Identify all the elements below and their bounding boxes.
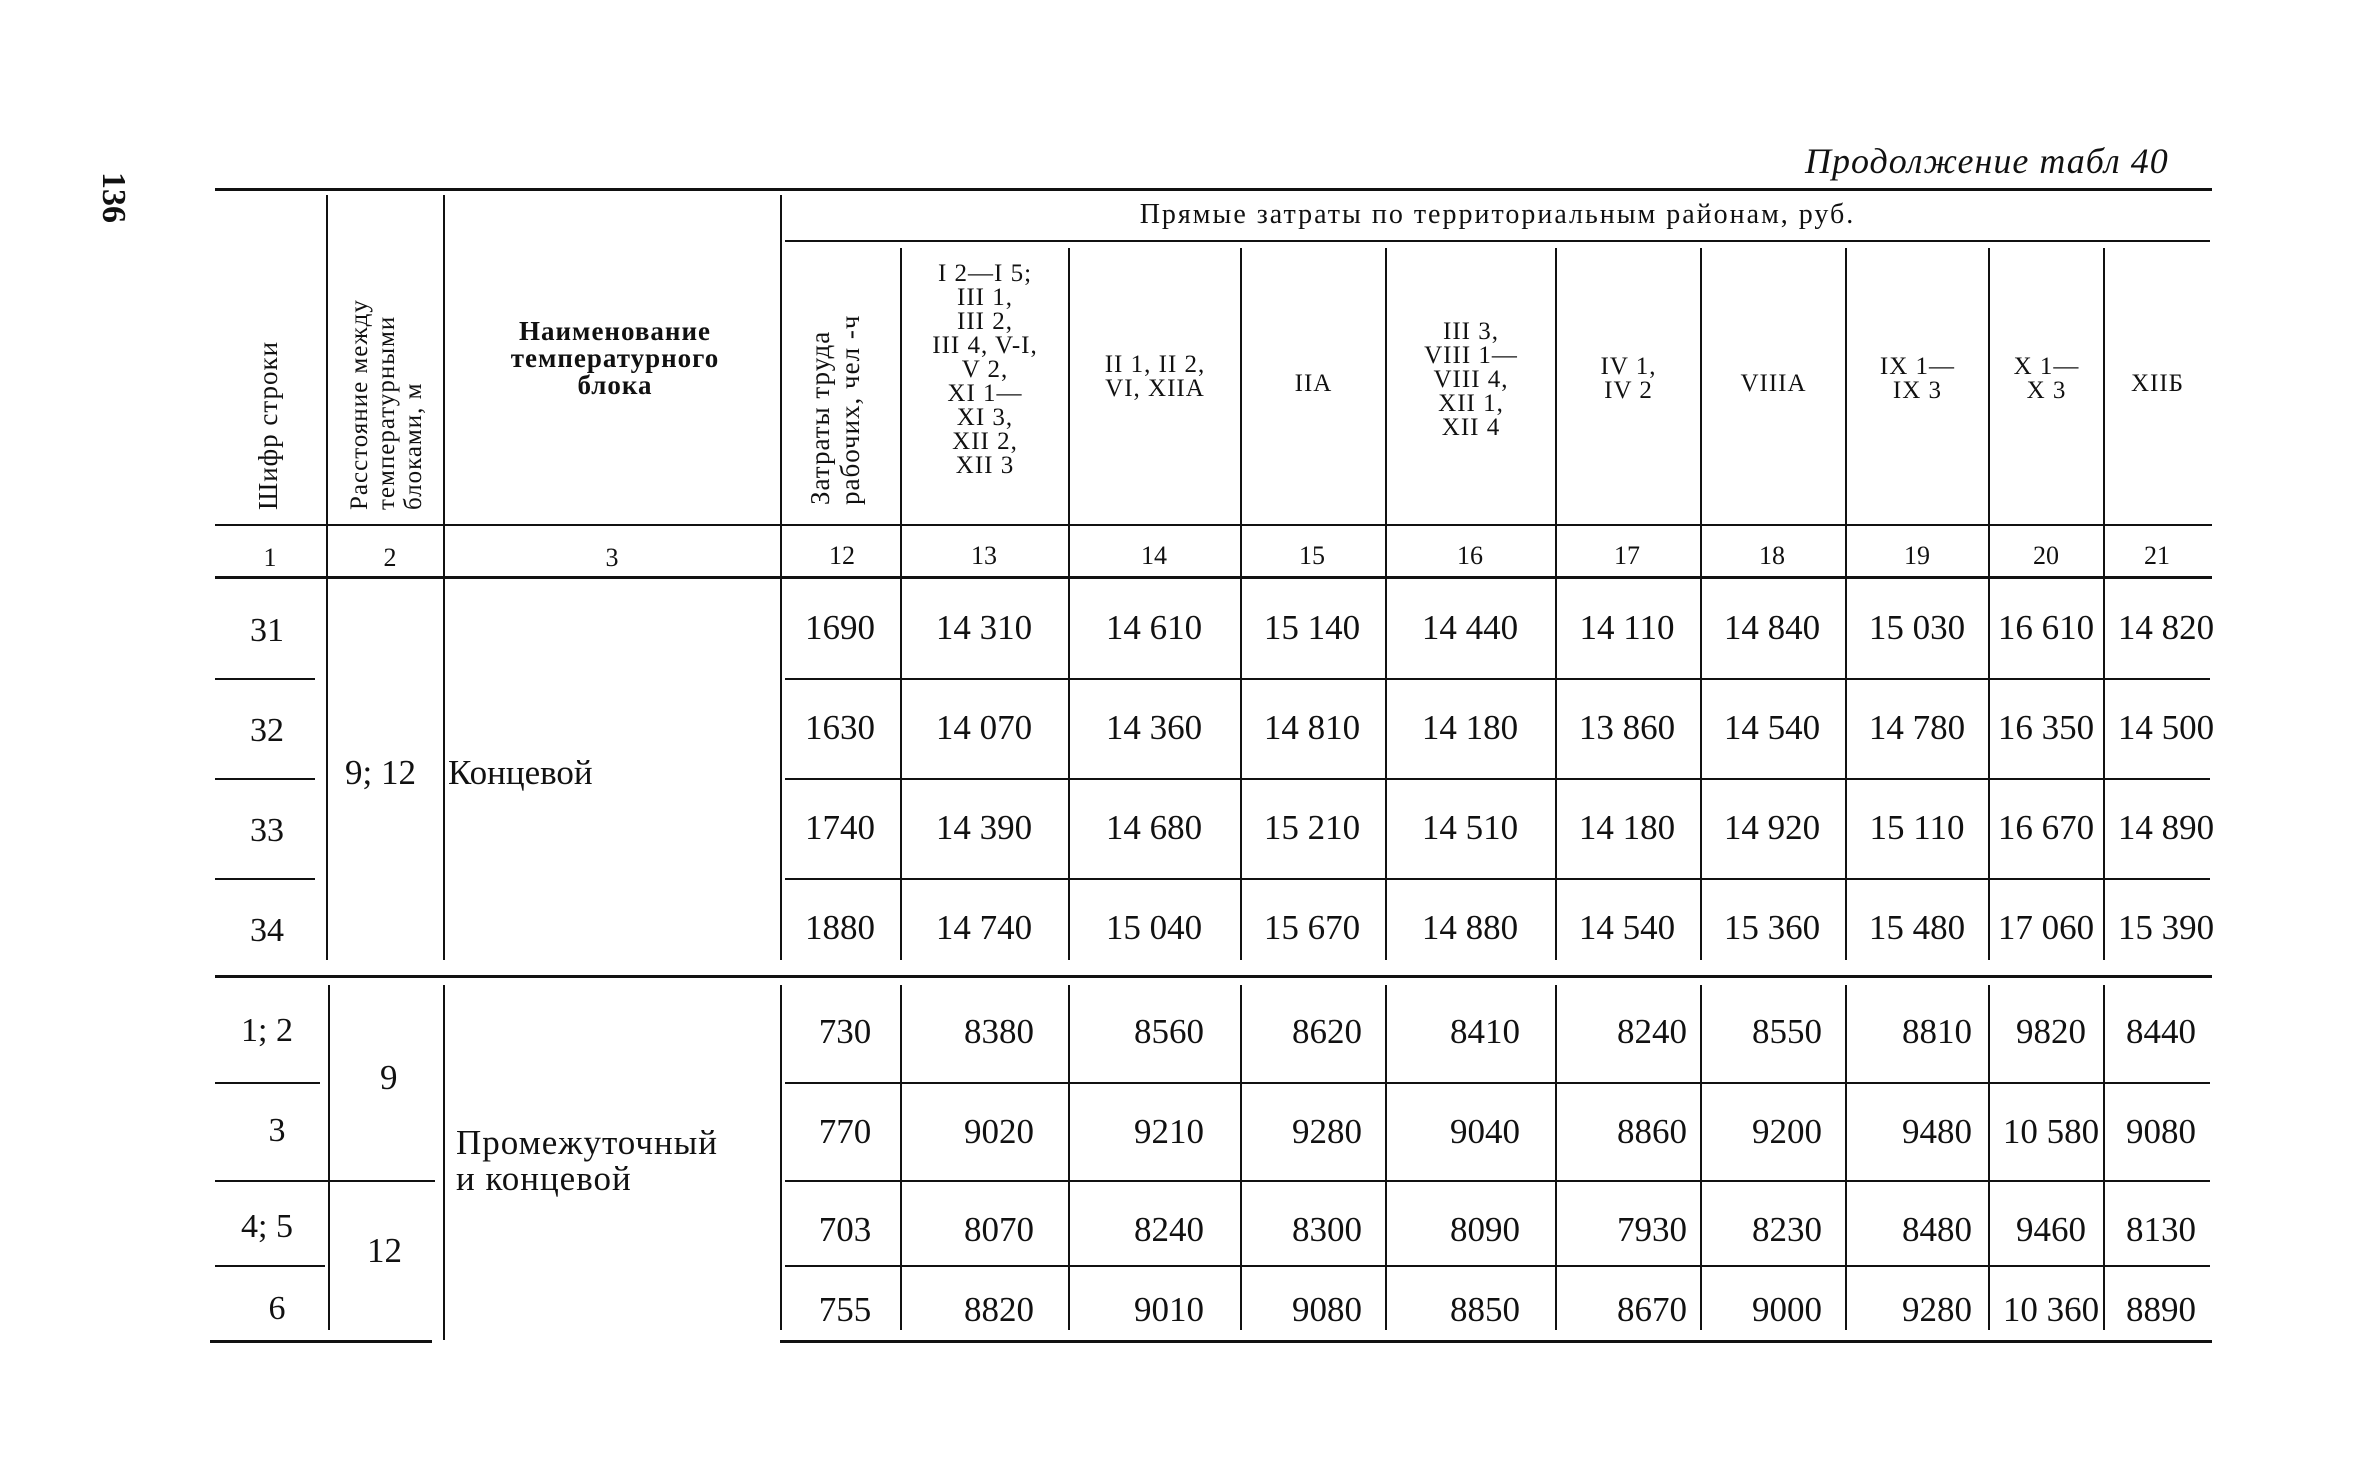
header-region-19: IX 1— IX 3 — [1879, 353, 1956, 404]
row-code: 4; 5 — [241, 1208, 293, 1245]
cell: 8440 — [2126, 1012, 2196, 1051]
header-distance: Расстояние между температурными блоками, м — [346, 299, 427, 510]
row-code: 33 — [250, 812, 284, 849]
col-sep-2b — [443, 985, 445, 1340]
row-sep — [785, 1082, 2210, 1084]
col-sep-1 — [326, 195, 328, 960]
cell: 14 180 — [1578, 808, 1676, 847]
cell: 8230 — [1752, 1210, 1822, 1249]
cell: 14 390 — [935, 808, 1033, 847]
cell: 8860 — [1617, 1112, 1687, 1151]
cell: 15 110 — [1869, 808, 1965, 847]
group2-name: Промежуточный и концевой — [456, 1123, 718, 1198]
cell: 9000 — [1752, 1290, 1822, 1329]
cell: 8090 — [1450, 1210, 1520, 1249]
cell: 15 670 — [1263, 908, 1361, 947]
group2-distance-b: 12 — [367, 1231, 402, 1270]
cell: 8300 — [1292, 1210, 1362, 1249]
cell: 7930 — [1617, 1210, 1687, 1249]
cell: 1690 — [805, 608, 875, 647]
cell: 9460 — [2016, 1210, 2086, 1249]
cell: 14 880 — [1421, 908, 1519, 947]
row-code: 3 — [268, 1112, 286, 1149]
cell: 8240 — [1134, 1210, 1204, 1249]
cell: 14 440 — [1421, 608, 1519, 647]
row-sep — [785, 1265, 2210, 1267]
page-number: 136 — [95, 172, 132, 223]
cell: 14 510 — [1421, 808, 1519, 847]
cell: 703 — [818, 1210, 872, 1249]
cell: 14 820 — [2117, 608, 2215, 647]
cell: 1880 — [805, 908, 875, 947]
bottom-rule-right — [780, 1340, 2212, 1343]
column-number-rule — [215, 524, 2212, 526]
cell: 14 310 — [935, 608, 1033, 647]
row-code: 32 — [250, 712, 284, 749]
col-number: 18 — [1759, 541, 1785, 570]
cell: 13 860 — [1578, 708, 1676, 747]
cell: 8380 — [964, 1012, 1034, 1051]
row-sep — [215, 678, 315, 680]
cell: 755 — [818, 1290, 872, 1329]
cell: 8240 — [1617, 1012, 1687, 1051]
col-sep-14 — [1240, 248, 1242, 960]
col-number: 14 — [1141, 541, 1167, 570]
cell: 14 110 — [1579, 608, 1675, 647]
cell: 10 580 — [2002, 1112, 2100, 1151]
cell: 14 740 — [935, 908, 1033, 947]
header-region-13: I 2—I 5; III 1, III 2, III 4, V-I, V 2, XI 1— XI 3, XII 2, XII 3 — [932, 260, 1038, 479]
bottom-rule-left — [210, 1340, 432, 1343]
col-number: 20 — [2033, 541, 2059, 570]
col-number: 16 — [1457, 541, 1483, 570]
cell: 15 040 — [1105, 908, 1203, 947]
group1-distance: 9; 12 — [345, 753, 416, 792]
cell: 17 060 — [1997, 908, 2095, 947]
col-sep-2 — [443, 195, 445, 960]
cell: 15 140 — [1263, 608, 1361, 647]
col-number: 13 — [971, 541, 997, 570]
group-separator-rule — [215, 975, 2212, 978]
col-number: 19 — [1904, 541, 1930, 570]
header-region-16: III 3, VIII 1— VIII 4, XII 1, XII 4 — [1424, 318, 1518, 441]
cell: 770 — [818, 1112, 872, 1151]
col-number: 12 — [829, 541, 855, 570]
cell: 8480 — [1902, 1210, 1972, 1249]
cell: 16 350 — [1997, 708, 2095, 747]
cell: 14 810 — [1263, 708, 1361, 747]
cell: 16 610 — [1997, 608, 2095, 647]
costs-header-rule — [785, 240, 2210, 242]
cell: 14 070 — [935, 708, 1033, 747]
cell: 9080 — [2126, 1112, 2196, 1151]
cell: 9480 — [1902, 1112, 1972, 1151]
cell: 9010 — [1134, 1290, 1204, 1329]
row-sep — [785, 678, 2210, 680]
group2-distance-a: 9 — [380, 1058, 398, 1097]
cell: 9210 — [1134, 1112, 1204, 1151]
cell: 9280 — [1902, 1290, 1972, 1329]
col-number: 15 — [1299, 541, 1325, 570]
cell: 8820 — [964, 1290, 1034, 1329]
cell: 8850 — [1450, 1290, 1520, 1329]
header-region-14: II 1, II 2, VI, XIIA — [1104, 351, 1206, 402]
row-sep — [215, 1265, 325, 1267]
row-code: 6 — [268, 1290, 286, 1327]
header-code: Шифр строки — [253, 340, 283, 510]
cell: 14 500 — [2117, 708, 2215, 747]
group1-name: Концевой — [448, 753, 593, 792]
header-region-20: X 1— X 3 — [2013, 353, 2080, 404]
col-sep-20 — [2103, 248, 2105, 960]
cell: 8410 — [1450, 1012, 1520, 1051]
row-sep — [215, 878, 315, 880]
header-region-21: XIIБ — [2130, 370, 2185, 397]
cell: 14 610 — [1105, 608, 1203, 647]
header-bottom-rule — [215, 576, 2212, 579]
cell: 15 360 — [1723, 908, 1821, 947]
row-code: 34 — [250, 912, 284, 949]
col-number: 17 — [1614, 541, 1640, 570]
header-region-15: IIA — [1294, 370, 1333, 397]
header-region-18: VIIIA — [1740, 370, 1807, 397]
cell: 8670 — [1617, 1290, 1687, 1329]
cell: 14 540 — [1723, 708, 1821, 747]
header-direct-costs: Прямые затраты по территориальным районам, руб. — [1139, 199, 1856, 230]
cell: 730 — [818, 1012, 872, 1051]
cell: 9080 — [1292, 1290, 1362, 1329]
continuation-title: Продолжение табл 40 — [1805, 141, 2169, 181]
col-sep-17 — [1700, 248, 1702, 960]
row-code: 1; 2 — [241, 1012, 293, 1049]
row-sep — [215, 1180, 435, 1182]
cell: 14 680 — [1105, 808, 1203, 847]
top-rule — [215, 188, 2212, 191]
cell: 14 180 — [1421, 708, 1519, 747]
header-name: Наименование температурного блока — [510, 316, 720, 400]
row-sep — [215, 1082, 320, 1084]
cell: 15 030 — [1868, 608, 1966, 647]
cell: 14 920 — [1723, 808, 1821, 847]
cell: 1740 — [805, 808, 875, 847]
col-number: 2 — [383, 543, 397, 572]
cell: 8130 — [2126, 1210, 2196, 1249]
cell: 15 480 — [1868, 908, 1966, 947]
cell: 9200 — [1752, 1112, 1822, 1151]
cell: 1630 — [805, 708, 875, 747]
cell: 14 540 — [1578, 908, 1676, 947]
cell: 15 390 — [2117, 908, 2215, 947]
row-code: 31 — [250, 612, 284, 649]
col-number: 21 — [2144, 541, 2170, 570]
cell: 14 360 — [1105, 708, 1203, 747]
cell: 8890 — [2126, 1290, 2196, 1329]
cell: 14 840 — [1723, 608, 1821, 647]
cell: 14 890 — [2117, 808, 2215, 847]
cell: 14 780 — [1868, 708, 1966, 747]
cell: 9820 — [2016, 1012, 2086, 1051]
cell: 8560 — [1134, 1012, 1204, 1051]
header-region-17: IV 1, IV 2 — [1600, 353, 1657, 404]
cell: 9040 — [1450, 1112, 1520, 1151]
cell: 9280 — [1292, 1112, 1362, 1151]
col-sep-1b — [328, 985, 330, 1330]
header-labor: Затраты труда рабочих, чел -ч — [805, 314, 865, 505]
row-sep — [785, 878, 2210, 880]
col-number: 1 — [263, 543, 277, 572]
cell: 9020 — [964, 1112, 1034, 1151]
row-sep — [215, 778, 315, 780]
row-sep — [785, 1180, 2210, 1182]
cell: 8810 — [1902, 1012, 1972, 1051]
cell: 8550 — [1752, 1012, 1822, 1051]
cell: 8620 — [1292, 1012, 1362, 1051]
cell: 8070 — [964, 1210, 1034, 1249]
cell: 16 670 — [1997, 808, 2095, 847]
col-number: 3 — [605, 543, 619, 572]
cell: 15 210 — [1263, 808, 1361, 847]
cell: 10 360 — [2002, 1290, 2100, 1329]
row-sep — [785, 778, 2210, 780]
